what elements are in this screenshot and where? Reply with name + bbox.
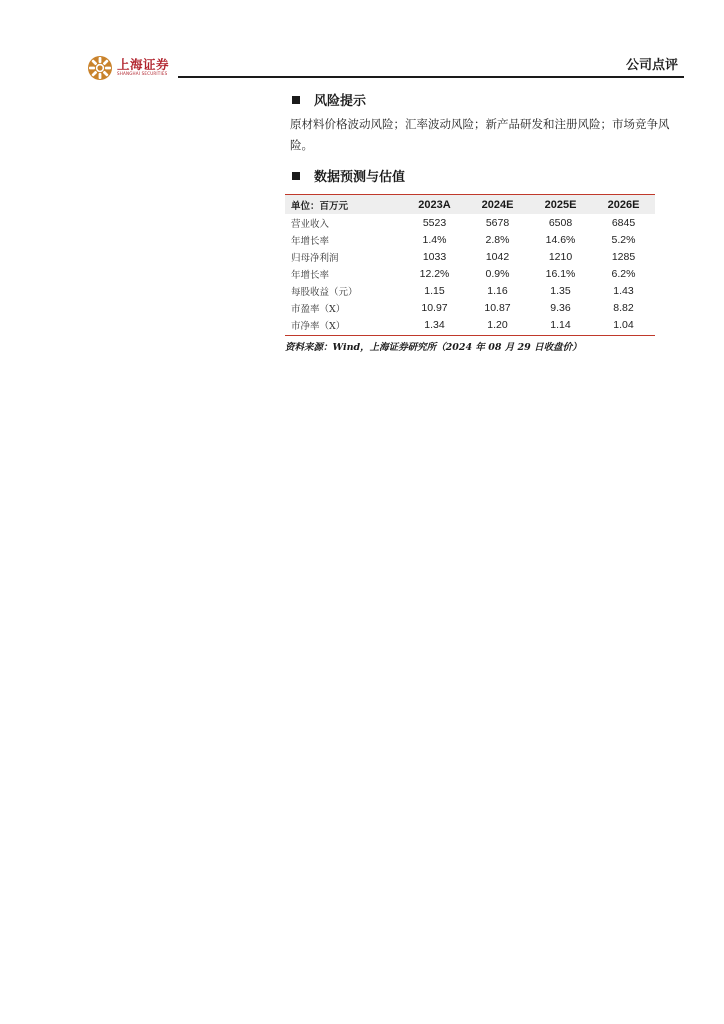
table-cell: 1033: [422, 250, 447, 263]
table-bottom-rule: [285, 335, 655, 336]
table-row: [285, 299, 655, 316]
table-cell: 9.36: [550, 301, 571, 314]
table-cell: 5523: [422, 216, 447, 229]
page-header: [0, 0, 724, 80]
table-cell: 1.4%: [422, 233, 447, 246]
table-cell: 5678: [485, 216, 510, 229]
table-cell: 5.2%: [611, 233, 636, 246]
report-type-title: 公司点评: [625, 58, 678, 73]
table-cell: 16.1%: [545, 267, 576, 280]
table-row: [285, 231, 655, 248]
risk-heading-text: 风险提示: [314, 94, 367, 109]
table-cell: 12.2%: [419, 267, 450, 280]
column-header: 2023A: [418, 198, 451, 211]
row-label: 市盈率（X）: [291, 303, 346, 315]
forecast-section-heading: [292, 166, 405, 185]
table-header-row: [285, 195, 655, 214]
table-cell: 1.16: [487, 284, 508, 297]
row-label: 营业收入: [291, 218, 330, 230]
table-cell: 6508: [548, 216, 573, 229]
table-cell: 10.97: [421, 301, 448, 314]
data-source-note: 资料来源：Wind，上海证券研究所（2024 年 08 月 29 日收盘价）: [285, 342, 582, 353]
table-cell: 1.34: [424, 318, 445, 331]
table-row: [285, 316, 655, 333]
forecast-table-container: [285, 194, 655, 353]
logo-name-cn: 上海证券: [117, 56, 170, 72]
table-cell: 1.20: [487, 318, 508, 331]
table-row: [285, 265, 655, 282]
logo-name-en: SHANGHAI SECURITIES: [117, 72, 168, 77]
unit-label: 单位：百万元: [291, 200, 349, 212]
table-cell: 1.04: [613, 318, 634, 331]
table-cell: 0.9%: [485, 267, 510, 280]
table-cell: 1285: [611, 250, 636, 263]
table-cell: 6.2%: [611, 267, 636, 280]
column-header: 2024E: [481, 198, 514, 211]
table-cell: 1.14: [550, 318, 571, 331]
table-cell: 2.8%: [485, 233, 510, 246]
company-logo: [87, 55, 169, 81]
forecast-heading-text: 数据预测与估值: [314, 170, 406, 185]
row-label: 归母净利润: [291, 252, 339, 264]
risk-section-heading: [292, 90, 366, 109]
risk-paragraph: 原材料价格波动风险；汇率波动风险；新产品研发和注册风险；市场竞争风险。: [290, 117, 670, 152]
table-cell: 6845: [611, 216, 636, 229]
table-cell: 1042: [485, 250, 510, 263]
column-header: 2026E: [607, 198, 640, 211]
table-row: [285, 248, 655, 265]
table-cell: 1.35: [550, 284, 571, 297]
square-bullet-icon: [292, 96, 300, 104]
column-header: 2025E: [544, 198, 577, 211]
table-cell: 8.82: [613, 301, 634, 314]
table-row: [285, 214, 655, 231]
forecast-table: [285, 195, 655, 333]
row-label: 年增长率: [291, 269, 330, 281]
table-cell: 1.15: [424, 284, 445, 297]
logo-emblem-icon: [87, 55, 113, 81]
square-bullet-icon: [292, 172, 300, 180]
table-row: [285, 282, 655, 299]
row-label: 年增长率: [291, 235, 330, 247]
row-label: 市净率（X）: [291, 320, 346, 332]
table-cell: 1210: [548, 250, 573, 263]
header-divider: [178, 76, 684, 78]
table-cell: 14.6%: [545, 233, 576, 246]
table-cell: 10.87: [484, 301, 511, 314]
table-cell: 1.43: [613, 284, 634, 297]
row-label: 每股收益（元）: [291, 286, 358, 298]
